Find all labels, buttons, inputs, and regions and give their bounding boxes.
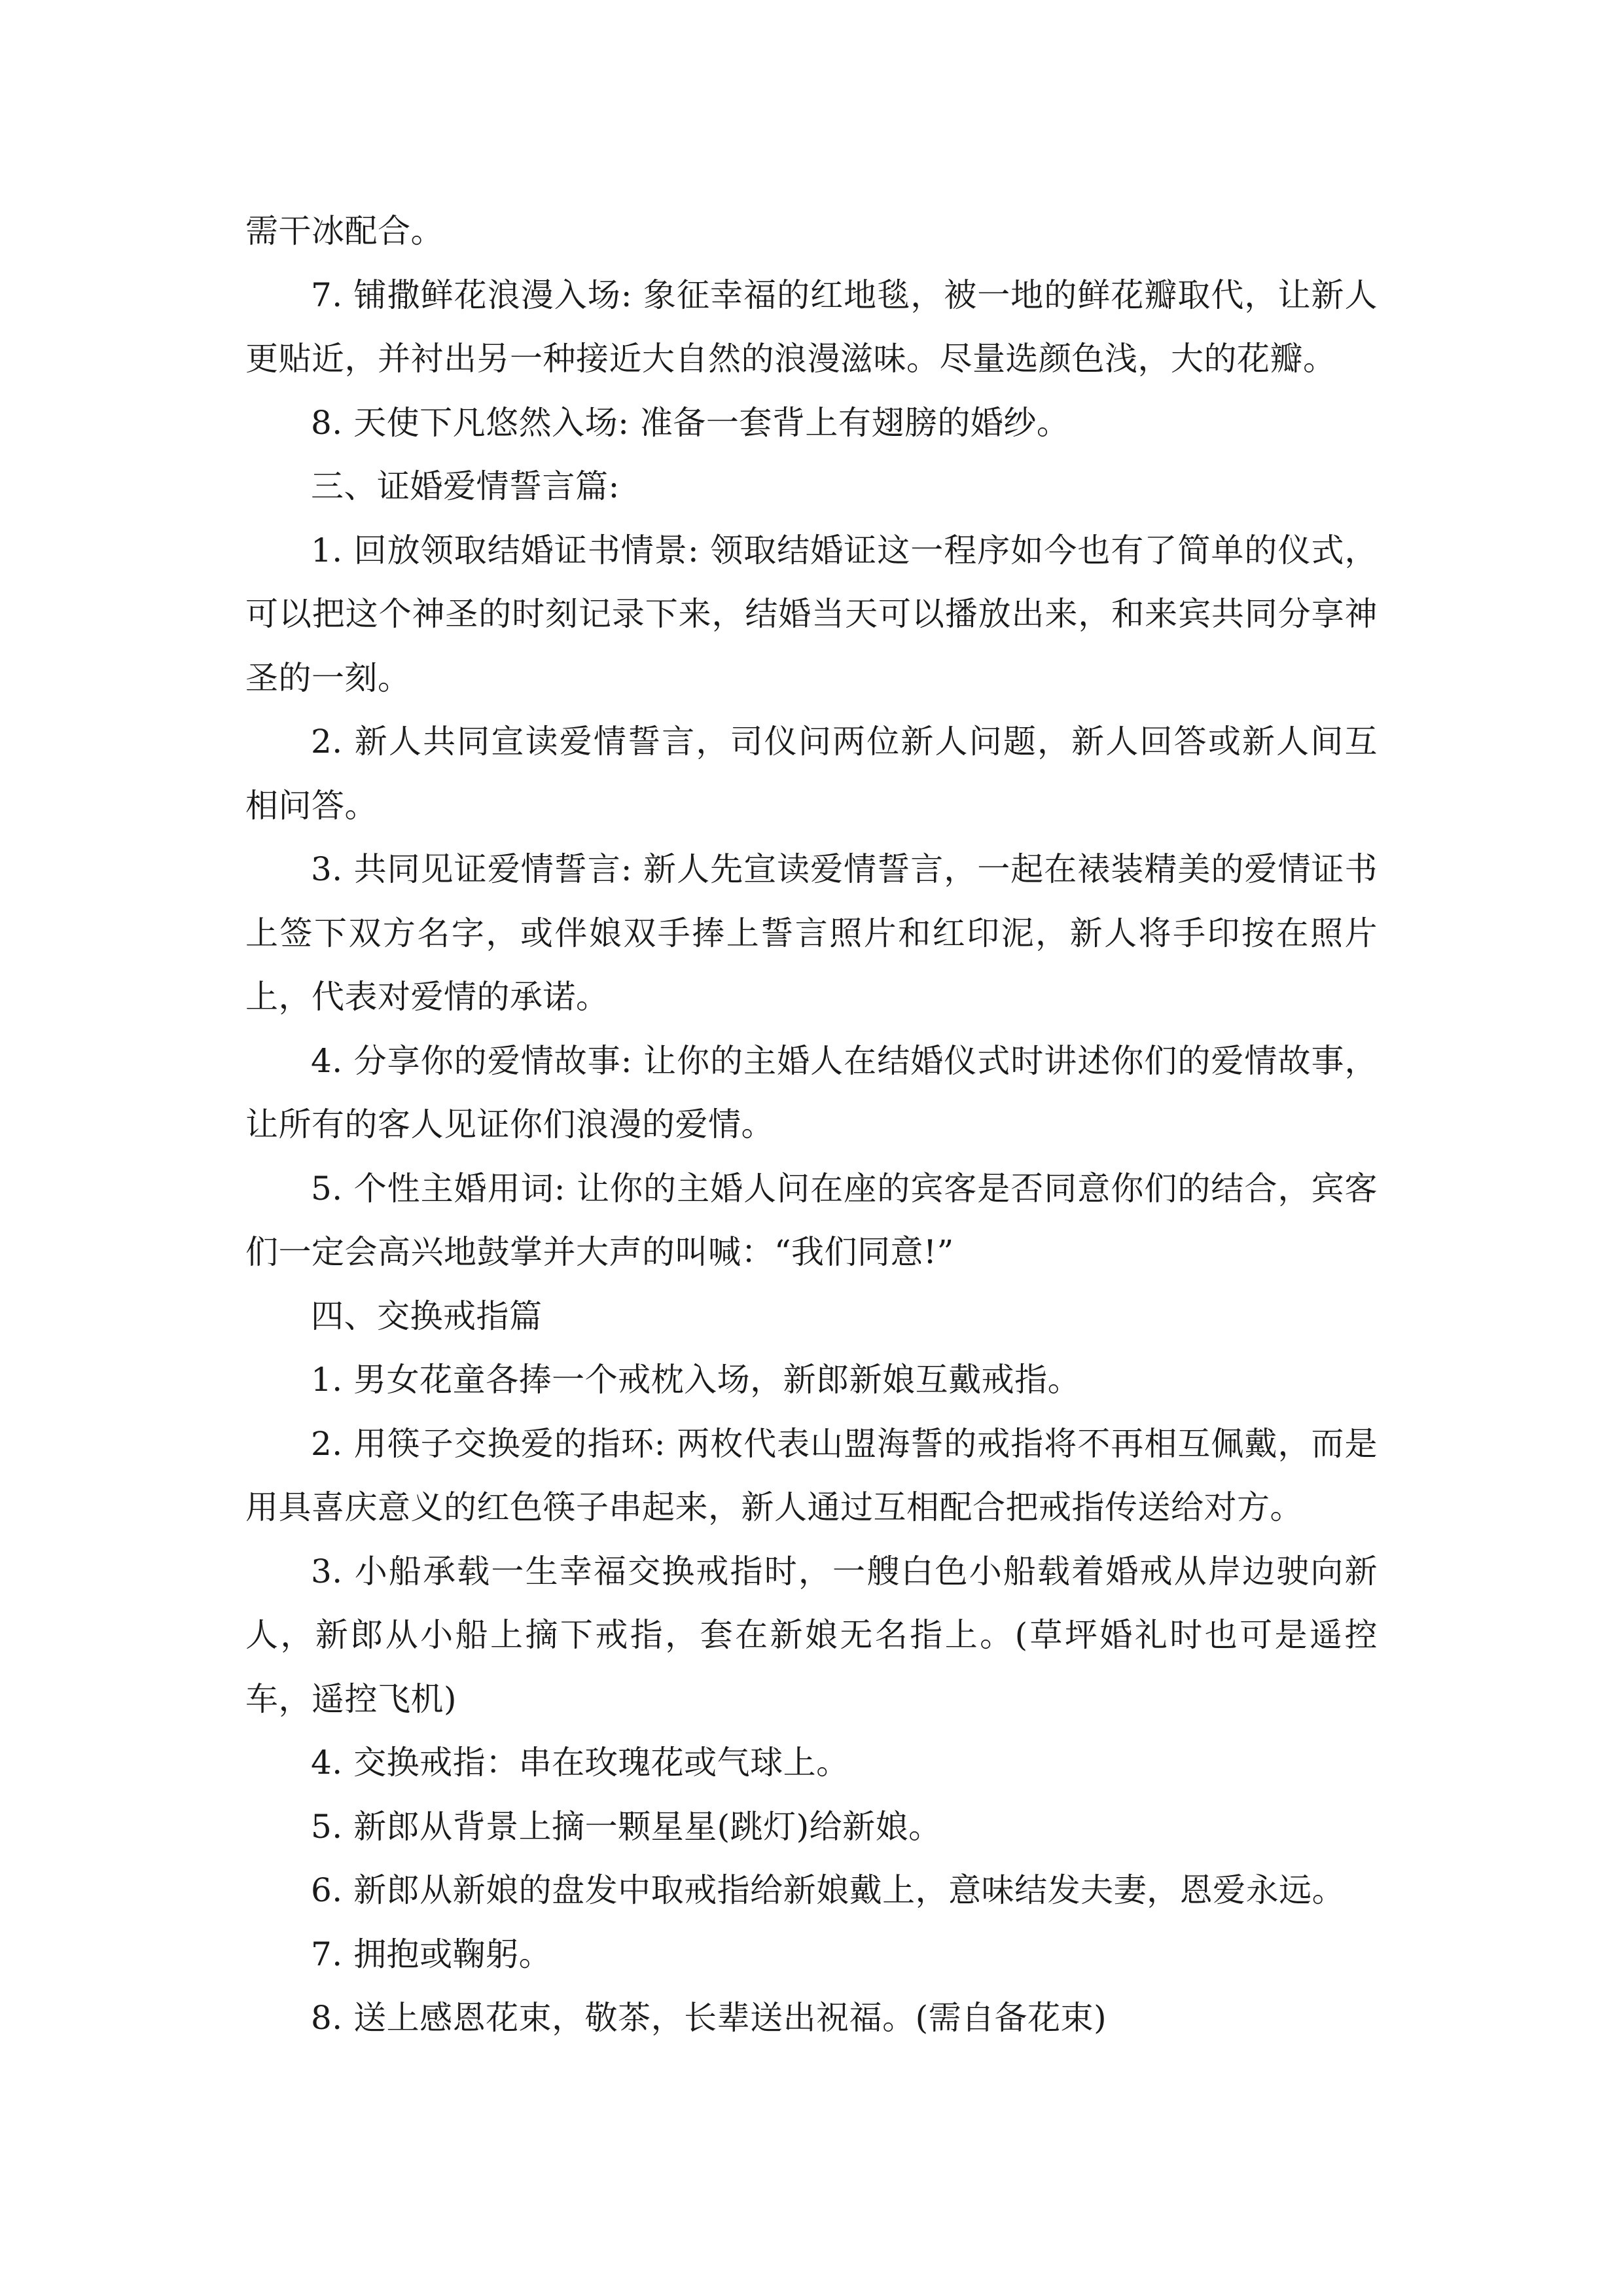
paragraph-vows-3: 3. 共同见证爱情誓言: 新人先宣读爱情誓言，一起在裱装精美的爱情证书上签下双方名字，或伴娘双手捧上誓言照片和红印泥，新人将手印按在照片上，代表对爱情的承诺。 [245, 850, 1378, 1016]
paragraph-rings-5: 5. 新郎从背景上摘一颗星星(跳灯)给新娘。 [311, 1807, 942, 1846]
document-body [245, 200, 1378, 2051]
paragraph-rings-2: 2. 用筷子交换爱的指环: 两枚代表山盟海誓的戒指将不再相互佩戴，而是用具喜庆意义的红色筷子串起来，新人通过互相配合把戒指传送给对方。 [245, 1424, 1378, 1526]
paragraph-item-8-angel: 8. 天使下凡悠然入场: 准备一套背上有翅膀的婚纱。 [311, 403, 1070, 442]
paragraph-rings-8: 8. 送上感恩花束，敬茶，长辈送出祝福。(需自备花束) [311, 1999, 1107, 2037]
paragraph-rings-7: 7. 拥抱或鞠躬。 [311, 1935, 552, 1973]
paragraph-vows-1: 1. 回放领取结婚证书情景: 领取结婚证这一程序如今也有了简单的仪式，可以把这个神圣的时刻记录下来，结婚当天可以播放出来，和来宾共同分享神圣的一刻。 [245, 531, 1378, 697]
paragraph-vows-2: 2. 新人共同宣读爱情誓言，司仪问两位新人问题，新人回答或新人间互相问答。 [245, 723, 1378, 825]
paragraph-rings-6: 6. 新郎从新娘的盘发中取戒指给新娘戴上，意味结发夫妻，恩爱永远。 [311, 1871, 1346, 1909]
paragraph-vows-5: 5. 个性主婚用词: 让你的主婚人问在座的宾客是否同意你们的结合，宾客们一定会高兴地鼓掌并大声的叫喊：“我们同意!” [245, 1169, 1378, 1271]
paragraph-continuation: 需干冰配合。 [245, 212, 444, 250]
paragraph-item-7-flowers: 7. 铺撒鲜花浪漫入场: 象征幸福的红地毯，被一地的鲜花瓣取代，让新人更贴近，并衬出另一种接近大自然的浪漫滋味。尽量选颜色浅，大的花瓣。 [245, 276, 1378, 378]
section-heading-vows: 三、证婚爱情誓言篇: [311, 467, 620, 505]
section-heading-rings: 四、交换戒指篇 [311, 1297, 543, 1335]
paragraph-rings-1: 1. 男女花童各捧一个戒枕入场，新郎新娘互戴戒指。 [311, 1361, 1081, 1399]
paragraph-rings-4: 4. 交换戒指：串在玫瑰花或气球上。 [311, 1744, 849, 1782]
paragraph-rings-3: 3. 小船承载一生幸福交换戒指时，一艘白色小船载着婚戒从岸边驶向新人，新郎从小船上摘下戒指，套在新娘无名指上。(草坪婚礼时也可是遥控车，遥控飞机) [245, 1552, 1378, 1718]
paragraph-vows-4: 4. 分享你的爱情故事: 让你的主婚人在结婚仪式时讲述你们的爱情故事，让所有的客人见证你们浪漫的爱情。 [245, 1041, 1378, 1143]
